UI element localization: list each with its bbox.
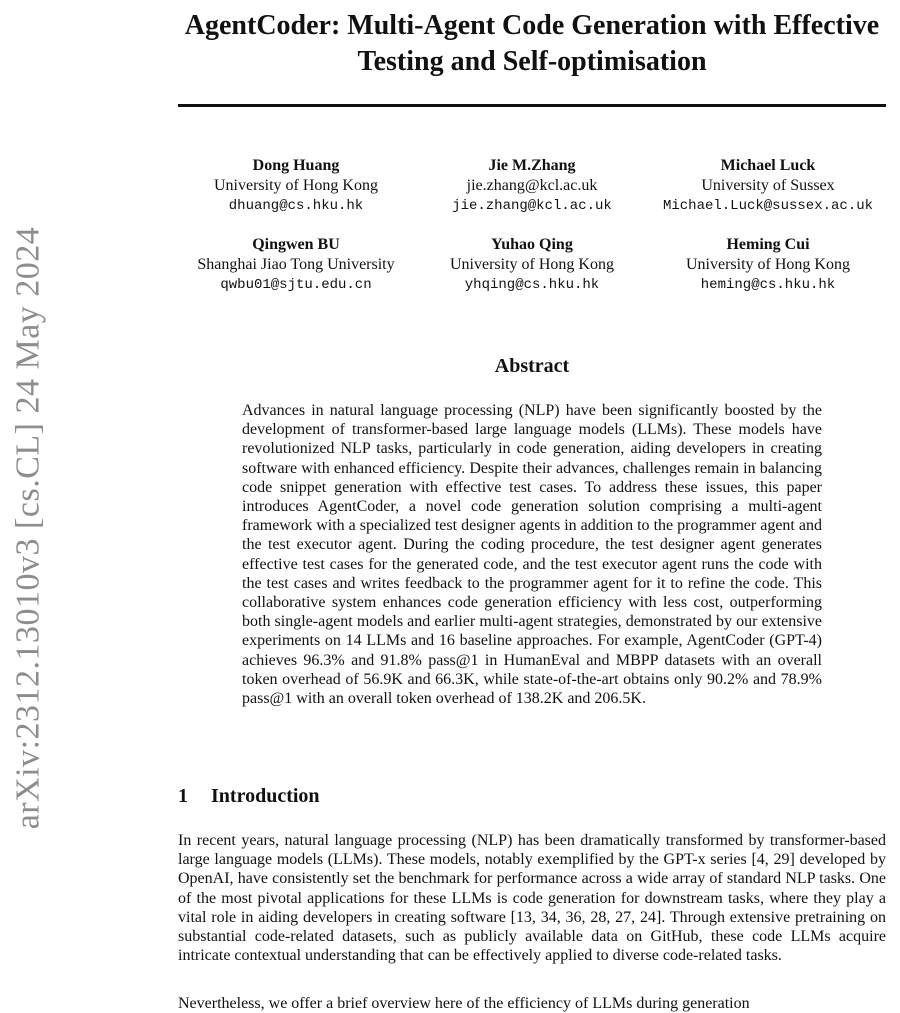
introduction-next-line: Nevertheless, we offer a brief overview here of the efficiency of LLMs during generation: [178, 995, 750, 1012]
arxiv-identifier: [5, 208, 51, 848]
author-card: [650, 235, 886, 295]
abstract-heading: Abstract: [494, 355, 570, 377]
author-name: Dong Huang: [252, 157, 340, 174]
author-email: heming@cs.hku.hk: [700, 277, 836, 293]
introduction-paragraph: In recent years, natural language processing (NLP) has been dramatically transformed by transformer-based large language models (LLMs). These models, notably exemplified by the GPT-x series [4, 29] developed by OpenAI, have consistently set the benchmark for performance across a wide array of standard NLP tasks. One of the most pivotal applications for these LLMs is code generation for downstream tasks, where they play a vital role in aiding developers in creating software [13, 34, 36, 28, 27, 24]. Through extensive pretraining on substantial code-related datasets, such as publicly available data on GitHub, these code LLMs acquire intricate contextual understanding that can be effectively applied to diverse code-related tasks.: [178, 832, 886, 965]
author-card: [178, 156, 414, 216]
author-name: Jie M.Zhang: [488, 157, 576, 174]
author-card: [414, 235, 650, 295]
author-affiliation: University of Hong Kong: [450, 256, 614, 273]
section-heading: [178, 785, 320, 808]
arxiv-identifier-text: arXiv:2312.13010v3 [cs.CL] 24 May 2024: [9, 226, 47, 830]
author-name: Yuhao Qing: [491, 236, 573, 253]
title-rule: [178, 104, 886, 107]
author-email: Michael.Luck@sussex.ac.uk: [662, 198, 874, 214]
author-email: jie.zhang@kcl.ac.uk: [452, 198, 612, 214]
author-affiliation: University of Sussex: [701, 177, 835, 194]
author-email: yhqing@cs.hku.hk: [464, 277, 600, 293]
author-affiliation: jie.zhang@kcl.ac.uk: [466, 177, 598, 194]
author-card: [650, 156, 886, 216]
author-name: Qingwen BU: [252, 236, 340, 253]
paper-title: AgentCoder: Multi-Agent Code Generation with Effective Testing and Self-optimisation: [184, 10, 880, 77]
author-email: qwbu01@sjtu.edu.cn: [220, 277, 372, 293]
section-number: 1: [178, 785, 188, 807]
author-affiliation: University of Hong Kong: [214, 177, 378, 194]
author-email: dhuang@cs.hku.hk: [228, 198, 364, 214]
author-affiliation: University of Hong Kong: [686, 256, 850, 273]
author-name: Heming Cui: [726, 236, 810, 253]
author-card: [178, 235, 414, 295]
author-card: [414, 156, 650, 216]
author-name: Michael Luck: [720, 157, 816, 174]
author-block: [178, 156, 886, 295]
abstract-body: Advances in natural language processing (NLP) have been significantly boosted by the development of transformer-based large language models (LLMs). These models have revolutionized NLP tasks, particularly in code generation, aiding developers in creating software with enhanced efficiency. Despite their advances, challenges remain in balancing code snippet generation with effective test cases. To address these issues, this paper introduces AgentCoder, a novel code generation solution comprising a multi-agent framework with a specialized test designer agents in addition to the programmer agent and the test executor agent. During the coding procedure, the test designer agent generates effective test cases for the generated code, and the test executor agent runs the code with the test cases and writes feedback to the programmer agent for it to refine the code. This collaborative system enhances code generation efficiency with less cost, outperforming both single-agent models and earlier multi-agent strategies, demonstrated by our extensive experiments on 14 LLMs and 16 baseline approaches. For example, AgentCoder (GPT-4) achieves 96.3% and 91.8% pass@1 in HumanEval and MBPP datasets with an overall token overhead of 56.9K and 66.3K, while state-of-the-art obtains only 90.2% and 78.9% pass@1 with an overall token overhead of 138.2K and 206.5K.: [242, 402, 822, 708]
section-title: Introduction: [211, 785, 320, 807]
author-affiliation: Shanghai Jiao Tong University: [197, 256, 395, 273]
